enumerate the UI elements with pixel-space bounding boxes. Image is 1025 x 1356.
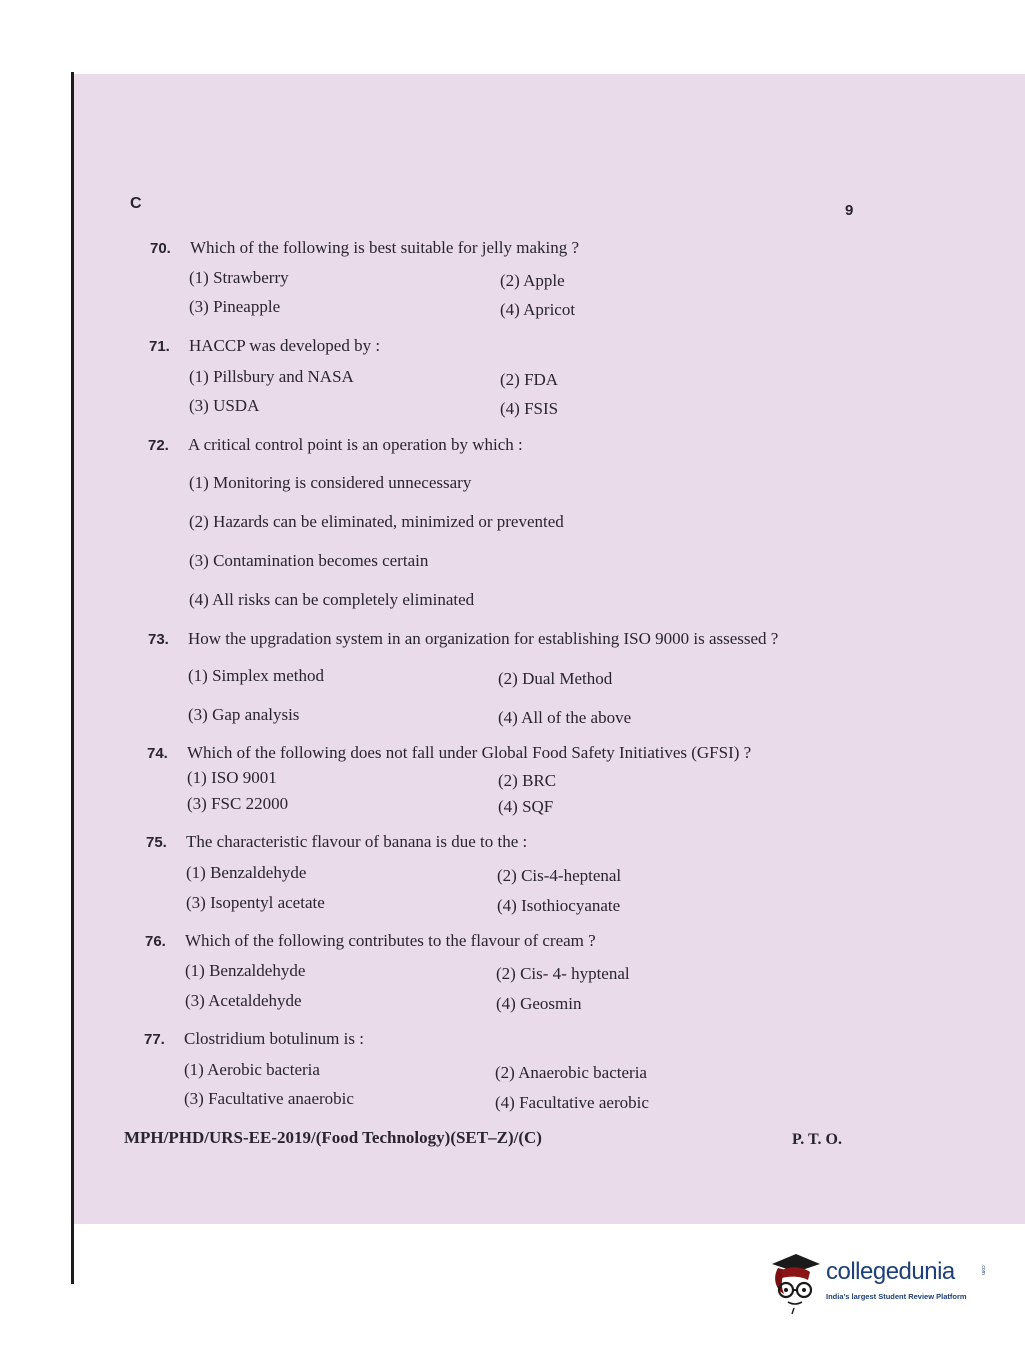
question-76: [145, 931, 596, 951]
option: (2) Cis- 4- hyptenal: [496, 964, 630, 983]
question-74: [147, 743, 751, 763]
question-number: 72.: [148, 437, 169, 454]
question-73: [148, 629, 778, 649]
question-text: A critical control point is an operation by which :: [188, 435, 523, 454]
question-70: [150, 238, 579, 258]
question-number: 73.: [148, 631, 169, 648]
question-text: Which of the following does not fall under Global Food Safety Initiatives (GFSI) ?: [187, 743, 752, 762]
brand-domain-suffix: .com: [980, 1264, 986, 1275]
option: (1) Aerobic bacteria: [184, 1060, 320, 1079]
option: (4) Geosmin: [496, 994, 582, 1013]
exam-code: MPH/PHD/URS-EE-2019/(Food Technology)(SET–Z)/(C): [124, 1128, 542, 1147]
option: (1) Benzaldehyde: [186, 863, 307, 882]
question-text: The characteristic flavour of banana is due to the :: [186, 832, 528, 851]
question-72: [148, 435, 523, 455]
option: (2) Dual Method: [498, 669, 613, 688]
option: (3) Isopentyl acetate: [186, 893, 325, 912]
option: (4) Isothiocyanate: [497, 896, 621, 915]
option: (4) All of the above: [498, 708, 632, 727]
brand-tagline: India's largest Student Review Platform: [826, 1292, 967, 1301]
option: (4) SQF: [498, 797, 554, 816]
question-number: 75.: [146, 834, 167, 851]
question-number: 74.: [147, 745, 168, 762]
question-number: 77.: [144, 1031, 165, 1048]
question-text: Which of the following is best suitable for jelly making ?: [190, 238, 580, 257]
question-number: 71.: [149, 338, 170, 355]
option: (3) Gap analysis: [188, 705, 300, 724]
option: (2) Cis-4-heptenal: [497, 866, 622, 885]
mascot-icon: [768, 1250, 824, 1320]
question-75: [146, 832, 527, 852]
option: (4) Apricot: [500, 300, 576, 319]
option: (1) Benzaldehyde: [185, 961, 306, 980]
question-number: 70.: [150, 240, 171, 257]
option: (4) FSIS: [500, 399, 559, 418]
question-text: Clostridium botulinum is :: [184, 1029, 364, 1048]
question-77: [144, 1029, 364, 1049]
option: (1) ISO 9001: [187, 768, 277, 787]
question-number: 76.: [145, 933, 166, 950]
option: (1) Simplex method: [188, 666, 324, 685]
option: (1) Pillsbury and NASA: [189, 367, 354, 386]
question-text: How the upgradation system in an organization for establishing ISO 9000 is assessed ?: [188, 629, 779, 648]
option: (3) Contamination becomes certain: [189, 551, 429, 570]
option: (3) Pineapple: [189, 297, 281, 316]
brand-name: collegedunia: [826, 1258, 955, 1285]
question-text: Which of the following contributes to the flavour of cream ?: [185, 931, 596, 950]
option: (2) FDA: [500, 370, 559, 389]
option: (3) USDA: [189, 396, 260, 415]
option: (4) All risks can be completely eliminated: [189, 590, 475, 609]
option: (2) Anaerobic bacteria: [495, 1063, 647, 1082]
set-letter: C: [130, 195, 142, 212]
option: (2) Apple: [500, 271, 565, 290]
page-number: 9: [845, 202, 854, 219]
option: (1) Monitoring is considered unnecessary: [189, 473, 472, 492]
option: (2) BRC: [498, 771, 557, 790]
option: (2) Hazards can be eliminated, minimized or prevented: [189, 512, 564, 531]
question-text: HACCP was developed by :: [189, 336, 381, 355]
option: (4) Facultative aerobic: [495, 1093, 649, 1112]
option: (1) Strawberry: [189, 268, 289, 287]
option: (3) Acetaldehyde: [185, 991, 302, 1010]
option: (3) Facultative anaerobic: [184, 1089, 354, 1108]
please-turn-over: P. T. O.: [792, 1131, 842, 1148]
option: (3) FSC 22000: [187, 794, 289, 813]
question-71: [149, 336, 380, 356]
collegedunia-watermark: [768, 1250, 998, 1320]
